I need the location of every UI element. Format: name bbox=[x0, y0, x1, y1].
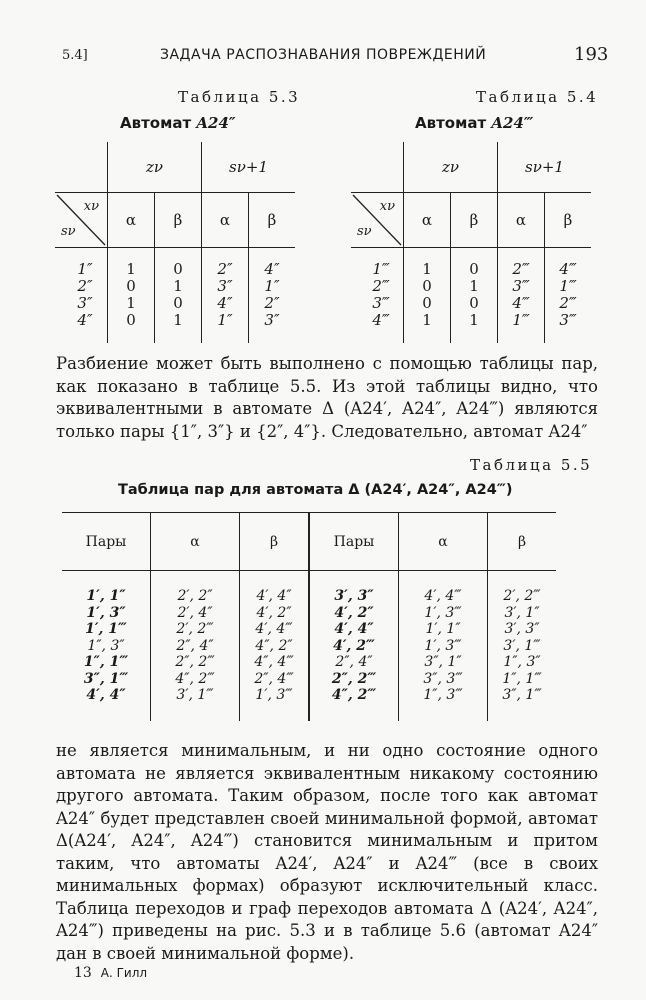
beta-cell: 3″, 1‴ bbox=[502, 687, 542, 703]
states-column bbox=[55, 247, 108, 343]
paragraph-2: не является минимальным, и ни одно состояние одного автомата не является эквивалентным никакому состоянию другого автомата. Таким образом, после того как автомат A24″ будет представлен своей минимальной формой, автомат Δ(A24′, A24″, A24‴) становится минимальным и притом таким, что автоматы A24′, A24″ и A24‴ (все в своих минимальных формах) образуют исключительный класс. Таблица переходов и граф переходов автомата Δ (A24′, A24″, A24‴) приведены на рис. 5.3 и в таблице 5.6 (автомат A24″ дан в своей минимальной форме). bbox=[56, 741, 598, 963]
alpha-cell: 2′, 2″ bbox=[177, 588, 213, 604]
cell-value: 2″ bbox=[264, 294, 280, 313]
table-5-4-caption: Таблица 5.4 bbox=[476, 88, 599, 106]
cell-value: 1 bbox=[173, 311, 183, 330]
left-pairs-column bbox=[62, 571, 151, 721]
pair-cell: 4′, 4″ bbox=[86, 687, 126, 703]
alpha-cell: 1′, 3‴ bbox=[424, 604, 462, 621]
table-5-4-name: Автомат A24‴ bbox=[415, 114, 534, 132]
pair-cell: 4′, 2‴ bbox=[333, 637, 375, 654]
cell-value: 2‴ bbox=[512, 260, 530, 279]
cell-value: 1″ bbox=[77, 260, 93, 279]
pair-cell: 4′, 4″ bbox=[334, 621, 374, 637]
cell-value: 3‴ bbox=[372, 294, 390, 313]
beta-cell: 3′, 1″ bbox=[504, 604, 540, 621]
running-title: ЗАДАЧА РАСПОЗНАВАНИЯ ПОВРЕЖДЕНИЙ bbox=[160, 47, 487, 63]
table-5-5 bbox=[62, 512, 556, 721]
cell-value: 4‴ bbox=[512, 294, 530, 313]
header-z: zν bbox=[108, 142, 202, 192]
cell-value: 4‴ bbox=[372, 311, 390, 330]
cell-value: 3‴ bbox=[512, 277, 530, 296]
beta-cell: 3′, 1‴ bbox=[503, 637, 541, 654]
table-5-4 bbox=[351, 142, 591, 343]
header-s-next: sν+1 bbox=[202, 142, 296, 192]
beta-cell: 4″, 4‴ bbox=[254, 654, 294, 670]
sub-beta: β bbox=[249, 192, 296, 247]
right-pairs-column bbox=[309, 571, 399, 721]
sub-beta: β bbox=[545, 192, 592, 247]
alpha-cell: 3″, 3‴ bbox=[423, 670, 463, 687]
pair-cell: 3″, 1‴ bbox=[83, 670, 129, 687]
right-beta-column bbox=[488, 571, 557, 721]
beta-cell: 2″, 4‴ bbox=[254, 670, 294, 687]
cell-value: 0 bbox=[126, 311, 136, 330]
cell-value: 1″ bbox=[264, 277, 280, 296]
corner-cell bbox=[351, 192, 404, 247]
cell-value: 1 bbox=[173, 277, 183, 296]
beta-cell: 1″, 1‴ bbox=[502, 670, 542, 687]
table-5-3 bbox=[55, 142, 295, 343]
cell-value: 1 bbox=[469, 277, 479, 296]
page-number: 193 bbox=[574, 44, 609, 65]
s-alpha-column bbox=[202, 247, 249, 343]
header-pairs: Пары bbox=[309, 513, 399, 571]
pair-cell: 4′, 2″ bbox=[334, 604, 374, 621]
cell-value: 2″ bbox=[77, 277, 93, 296]
cell-value: 0 bbox=[469, 294, 479, 313]
cell-value: 2‴ bbox=[559, 294, 577, 313]
beta-cell: 1″, 3″ bbox=[503, 654, 541, 670]
pair-cell: 1′, 1″ bbox=[86, 588, 126, 604]
pair-cell: 1′, 3″ bbox=[86, 604, 126, 621]
s-beta-column bbox=[545, 247, 592, 343]
cell-value: 0 bbox=[126, 277, 136, 296]
pair-cell: 1″, 3″ bbox=[87, 637, 125, 654]
cell-value: 3″ bbox=[77, 294, 93, 313]
alpha-cell: 3″, 1″ bbox=[424, 654, 462, 670]
beta-cell: 2′, 2‴ bbox=[503, 588, 541, 604]
pair-cell: 3′, 3″ bbox=[334, 588, 374, 604]
cell-value: 0 bbox=[173, 294, 183, 313]
cell-value: 3‴ bbox=[559, 311, 577, 330]
left-alpha-column bbox=[151, 571, 240, 721]
alpha-cell: 2′, 4″ bbox=[177, 604, 213, 621]
right-alpha-column bbox=[399, 571, 488, 721]
alpha-cell: 4″, 2‴ bbox=[175, 670, 215, 687]
beta-cell: 4″, 2″ bbox=[255, 637, 293, 654]
sub-alpha: α bbox=[108, 192, 155, 247]
sub-beta: β bbox=[451, 192, 498, 247]
cell-value: 2″ bbox=[217, 260, 233, 279]
sub-alpha: α bbox=[202, 192, 249, 247]
s-beta-column bbox=[249, 247, 296, 343]
s-alpha-column bbox=[498, 247, 545, 343]
alpha-cell: 2″, 2‴ bbox=[175, 654, 215, 670]
table-5-3-caption: Таблица 5.3 bbox=[178, 88, 301, 106]
alpha-cell: 1″, 3‴ bbox=[423, 687, 463, 703]
cell-value: 0 bbox=[422, 294, 432, 313]
table-5-5-title: Таблица пар для автомата Δ (A24′, A24″, A24‴) bbox=[118, 482, 513, 498]
header-beta: β bbox=[240, 513, 310, 571]
table-5-3-name: Автомат A24″ bbox=[120, 114, 236, 132]
header-beta: β bbox=[488, 513, 557, 571]
cell-value: 4″ bbox=[217, 294, 233, 313]
z-beta-column bbox=[451, 247, 498, 343]
pair-cell: 2″, 2‴ bbox=[331, 670, 377, 687]
corner-x-label: xν bbox=[83, 198, 99, 214]
left-beta-column bbox=[240, 571, 310, 721]
header-alpha: α bbox=[151, 513, 240, 571]
corner-s-label: sν bbox=[61, 223, 76, 239]
z-alpha-column bbox=[108, 247, 155, 343]
alpha-cell: 2″, 4″ bbox=[176, 637, 214, 654]
cell-value: 0 bbox=[422, 277, 432, 296]
cell-value: 2‴ bbox=[372, 277, 390, 296]
cell-value: 0 bbox=[469, 260, 479, 279]
alpha-cell: 3′, 1‴ bbox=[176, 687, 214, 703]
states-column bbox=[351, 247, 404, 343]
pair-cell: 1′, 1‴ bbox=[85, 621, 127, 637]
cell-value: 1 bbox=[469, 311, 479, 330]
beta-cell: 4′, 4‴ bbox=[255, 621, 293, 637]
cell-value: 4″ bbox=[264, 260, 280, 279]
pair-cell: 4″, 2‴ bbox=[331, 687, 377, 703]
sub-beta: β bbox=[155, 192, 202, 247]
alpha-cell: 2′, 2‴ bbox=[176, 621, 214, 637]
cell-value: 1‴ bbox=[512, 311, 530, 330]
cell-value: 4‴ bbox=[559, 260, 577, 279]
cell-value: 0 bbox=[173, 260, 183, 279]
pair-cell: 1″, 1‴ bbox=[83, 654, 129, 670]
header-alpha: α bbox=[399, 513, 488, 571]
cell-value: 4″ bbox=[77, 311, 93, 330]
alpha-cell: 1′, 3‴ bbox=[424, 637, 462, 654]
table-5-5-caption: Таблица 5.5 bbox=[470, 456, 593, 474]
sub-alpha: α bbox=[404, 192, 451, 247]
signature-mark: 13 А. Гилл bbox=[74, 965, 148, 981]
paragraph-1: Разбиение может быть выполнено с помощью таблицы пар, как показано в таблице 5.5. Из этой таблицы видно, что эквивалентными в автомате Δ (A24′, A24″, A24‴) являются только пары {1″, 3″} и {2″, 4″}. Следовательно, автомат A24″ bbox=[56, 354, 598, 441]
z-alpha-column bbox=[404, 247, 451, 343]
cell-value: 1 bbox=[422, 260, 432, 279]
header-z: zν bbox=[404, 142, 498, 192]
corner-cell bbox=[55, 192, 108, 247]
header-s-next: sν+1 bbox=[498, 142, 592, 192]
alpha-cell: 1′, 1″ bbox=[425, 621, 461, 637]
header-pairs: Пары bbox=[62, 513, 151, 571]
cell-value: 1″ bbox=[217, 311, 233, 330]
cell-value: 1‴ bbox=[372, 260, 390, 279]
cell-value: 1 bbox=[126, 260, 136, 279]
cell-value: 1‴ bbox=[559, 277, 577, 296]
cell-value: 3″ bbox=[217, 277, 233, 296]
section-number: 5.4] bbox=[62, 48, 88, 63]
beta-cell: 4′, 4″ bbox=[256, 588, 292, 604]
corner-x-label: xν bbox=[379, 198, 395, 214]
beta-cell: 4′, 2″ bbox=[256, 604, 292, 621]
sub-alpha: α bbox=[498, 192, 545, 247]
z-beta-column bbox=[155, 247, 202, 343]
cell-value: 3″ bbox=[264, 311, 280, 330]
beta-cell: 3′, 3″ bbox=[504, 621, 540, 637]
cell-value: 1 bbox=[422, 311, 432, 330]
beta-cell: 1′, 3‴ bbox=[255, 687, 293, 703]
corner-s-label: sν bbox=[357, 223, 372, 239]
cell-value: 1 bbox=[126, 294, 136, 313]
alpha-cell: 4′, 4‴ bbox=[424, 588, 462, 604]
pair-cell: 2″, 4″ bbox=[335, 654, 373, 670]
